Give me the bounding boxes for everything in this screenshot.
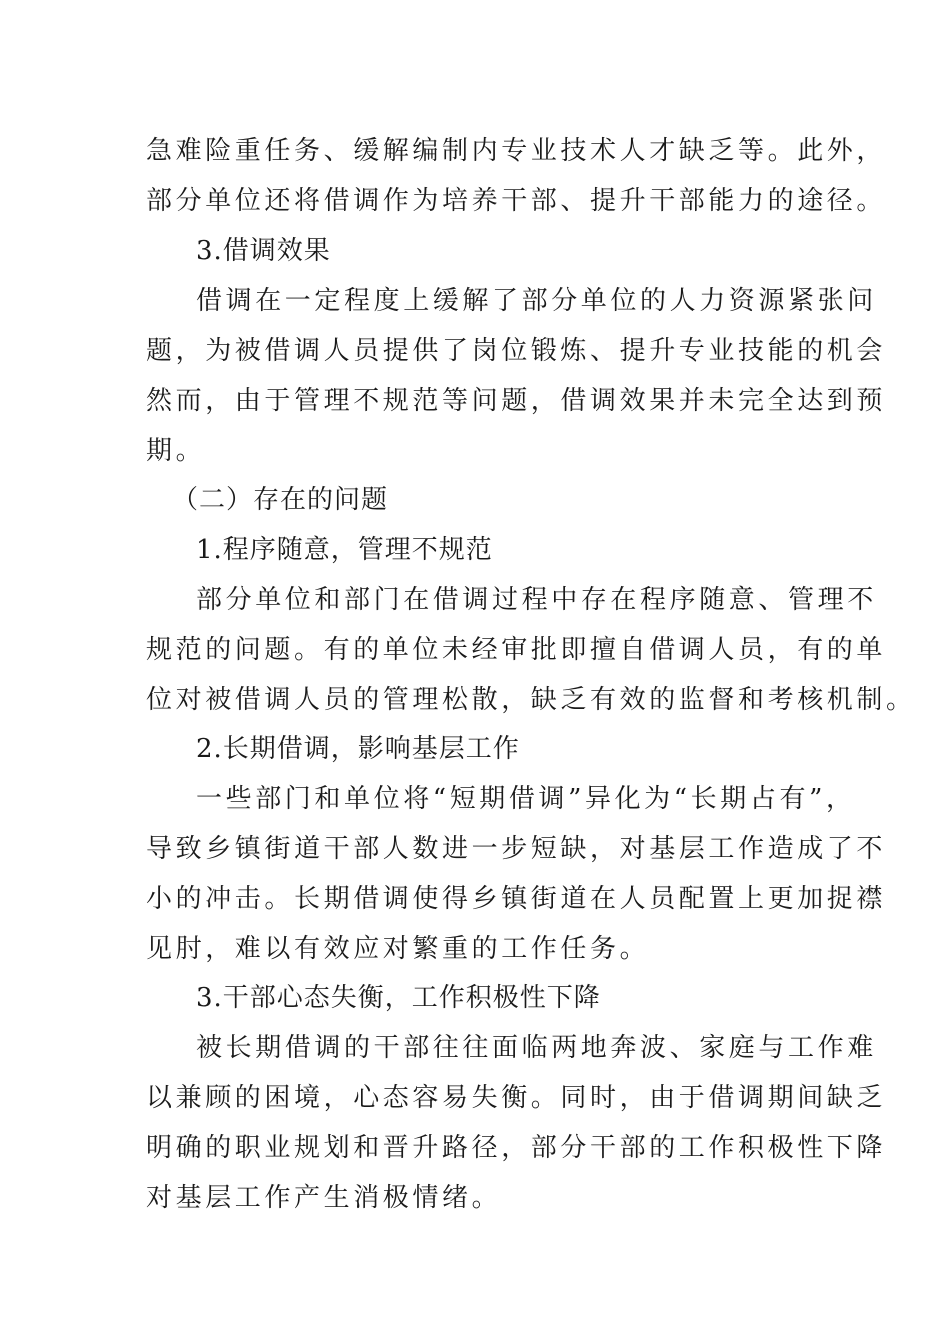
body-line: 对基层工作产生消极情绪。 xyxy=(146,1183,502,1213)
body-line: 导致乡镇街道干部人数进一步短缺，对基层工作造成了不 xyxy=(146,834,887,864)
body-line: 小的冲击。长期借调使得乡镇街道在人员配置上更加捉襟 xyxy=(146,884,887,914)
body-line: 规范的问题。有的单位未经审批即擅自借调人员，有的单 xyxy=(146,635,887,665)
body-line: 部分单位和部门在借调过程中存在程序随意、管理不 xyxy=(196,585,877,615)
body-line: 被长期借调的干部往往面临两地奔波、家庭与工作难 xyxy=(196,1033,877,1063)
body-line: 题，为被借调人员提供了岗位锻炼、提升专业技能的机会 xyxy=(146,336,887,366)
body-line: 明确的职业规划和晋升路径，部分干部的工作积极性下降 xyxy=(146,1133,887,1163)
body-line: 位对被借调人员的管理松散，缺乏有效的监督和考核机制。 xyxy=(146,685,916,715)
subheading-morale: 3.干部心态失衡，工作积极性下降 xyxy=(196,983,601,1013)
body-line: 部分单位还将借调作为培养干部、提升干部能力的途径。 xyxy=(146,186,887,216)
subheading-procedure: 1.程序随意，管理不规范 xyxy=(196,535,493,565)
subheading-effects: 3.借调效果 xyxy=(196,236,331,266)
section-heading-problems: （二）存在的问题 xyxy=(172,485,389,515)
body-line: 借调在一定程度上缓解了部分单位的人力资源紧张问 xyxy=(196,286,877,316)
body-line: 以兼顾的困境，心态容易失衡。同时，由于借调期间缺乏 xyxy=(146,1083,887,1113)
body-line: 急难险重任务、缓解编制内专业技术人才缺乏等。此外， xyxy=(146,136,887,166)
body-line: 一些部门和单位将“短期借调”异化为“长期占有”， xyxy=(196,784,856,814)
body-line: 见肘，难以有效应对繁重的工作任务。 xyxy=(146,934,650,964)
body-line: 期。 xyxy=(146,436,206,466)
body-line: 然而，由于管理不规范等问题，借调效果并未完全达到预 xyxy=(146,386,887,416)
subheading-long-term: 2.长期借调，影响基层工作 xyxy=(196,734,520,764)
